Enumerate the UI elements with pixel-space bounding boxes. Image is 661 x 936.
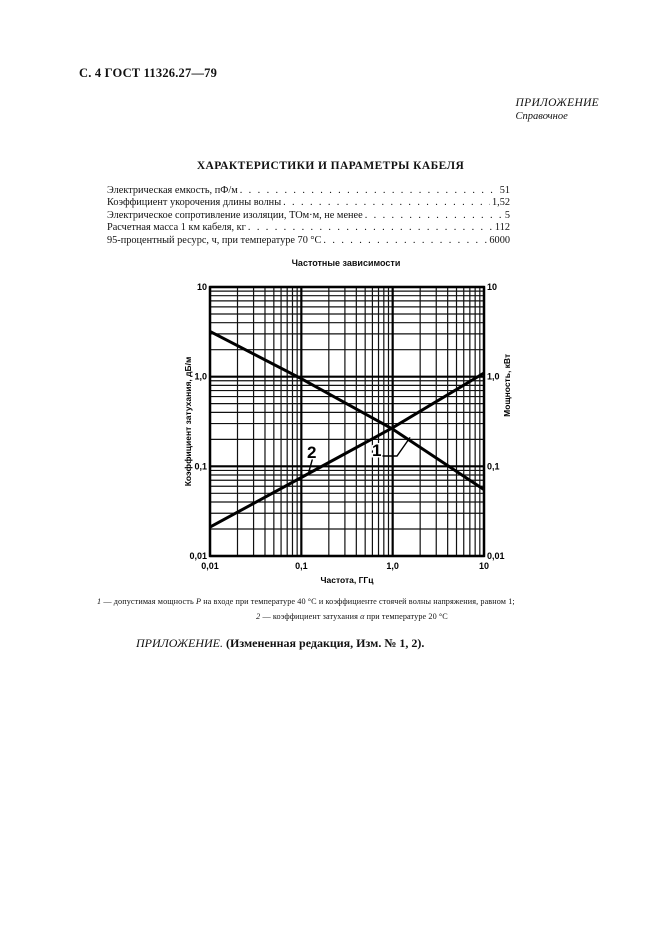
- caption-symbol-2: α: [360, 611, 365, 621]
- footer-appendix-label: ПРИЛОЖЕНИЕ.: [136, 636, 223, 650]
- y-right-axis-label: Мощность, кВт: [502, 353, 512, 417]
- series-label-1: 1: [372, 441, 382, 460]
- caption-line-2: [97, 610, 607, 625]
- parameter-label: Расчетная масса 1 км кабеля, кг: [107, 222, 246, 234]
- caption-text-2: — коэффициент затухания: [260, 611, 361, 621]
- parameter-value: 112: [494, 222, 510, 234]
- caption-rest-1: на входе при температуре 40 °С и коэффициенте стоячей волны напряжения, равном 1;: [201, 597, 515, 606]
- y-right-tick-label: 0,1: [487, 461, 500, 472]
- appendix-label: ПРИЛОЖЕНИЕ: [515, 97, 599, 109]
- parameter-value: 1,52: [491, 197, 510, 209]
- y-left-tick-label: 0,1: [194, 461, 207, 472]
- footer-revision: (Измененная редакция, Изм. № 1, 2).: [222, 636, 425, 650]
- parameter-label: 95-процентный ресурс, ч, при температуре 70 °С: [107, 234, 322, 246]
- series-label-leader-1: [380, 437, 410, 456]
- caption-symbol-1: P: [195, 597, 202, 606]
- parameter-label: Электрическая емкость, пФ/м: [107, 185, 238, 196]
- caption-line-1: [97, 595, 607, 610]
- y-right-tick-label: 0,01: [487, 551, 505, 561]
- y-left-tick-label: 0,01: [189, 551, 207, 561]
- document-header-code: С. 4 ГОСТ 11326.27—79: [79, 66, 218, 80]
- y-right-tick-label: 10: [487, 282, 498, 292]
- parameter-value: 5: [504, 209, 510, 221]
- chart-title: Частотные зависимости: [291, 258, 401, 268]
- appendix-sublabel: Справочное: [515, 111, 568, 122]
- parameter-value: 51: [499, 185, 510, 196]
- y-left-tick-label: 1,0: [194, 371, 207, 382]
- caption-num-1: 1: [97, 597, 102, 606]
- y-left-tick-label: 10: [196, 282, 207, 292]
- parameter-label: Электрическое сопротивление изоляции, ТОм·м, не менее: [107, 209, 363, 221]
- y-right-tick-label: 1,0: [487, 371, 500, 382]
- x-tick-label: 1,0: [386, 561, 399, 571]
- parameter-label: Коэффициент укорочения длины волны: [107, 197, 282, 209]
- chart-caption: [97, 595, 607, 624]
- page-title: ХАРАКТЕРИСТИКИ И ПАРАМЕТРЫ КАБЕЛЯ: [196, 160, 465, 172]
- caption-text-1: — допустимая мощность: [101, 597, 196, 606]
- parameter-value: 6000: [489, 234, 510, 246]
- caption-rest-2: при температуре 20 °С: [364, 611, 448, 621]
- series-label-2: 2: [307, 443, 317, 462]
- x-tick-label: 10: [478, 561, 490, 571]
- x-tick-label: 0,1: [295, 561, 308, 571]
- caption-num-2: 2: [256, 611, 261, 621]
- footer-note: [136, 636, 424, 651]
- y-left-axis-label: Коэффициент затухания, дБ/м: [183, 356, 193, 487]
- plot-frame: [210, 287, 484, 556]
- x-tick-label: 0,01: [201, 561, 219, 571]
- x-axis-label: Частота, ГГц: [320, 575, 374, 585]
